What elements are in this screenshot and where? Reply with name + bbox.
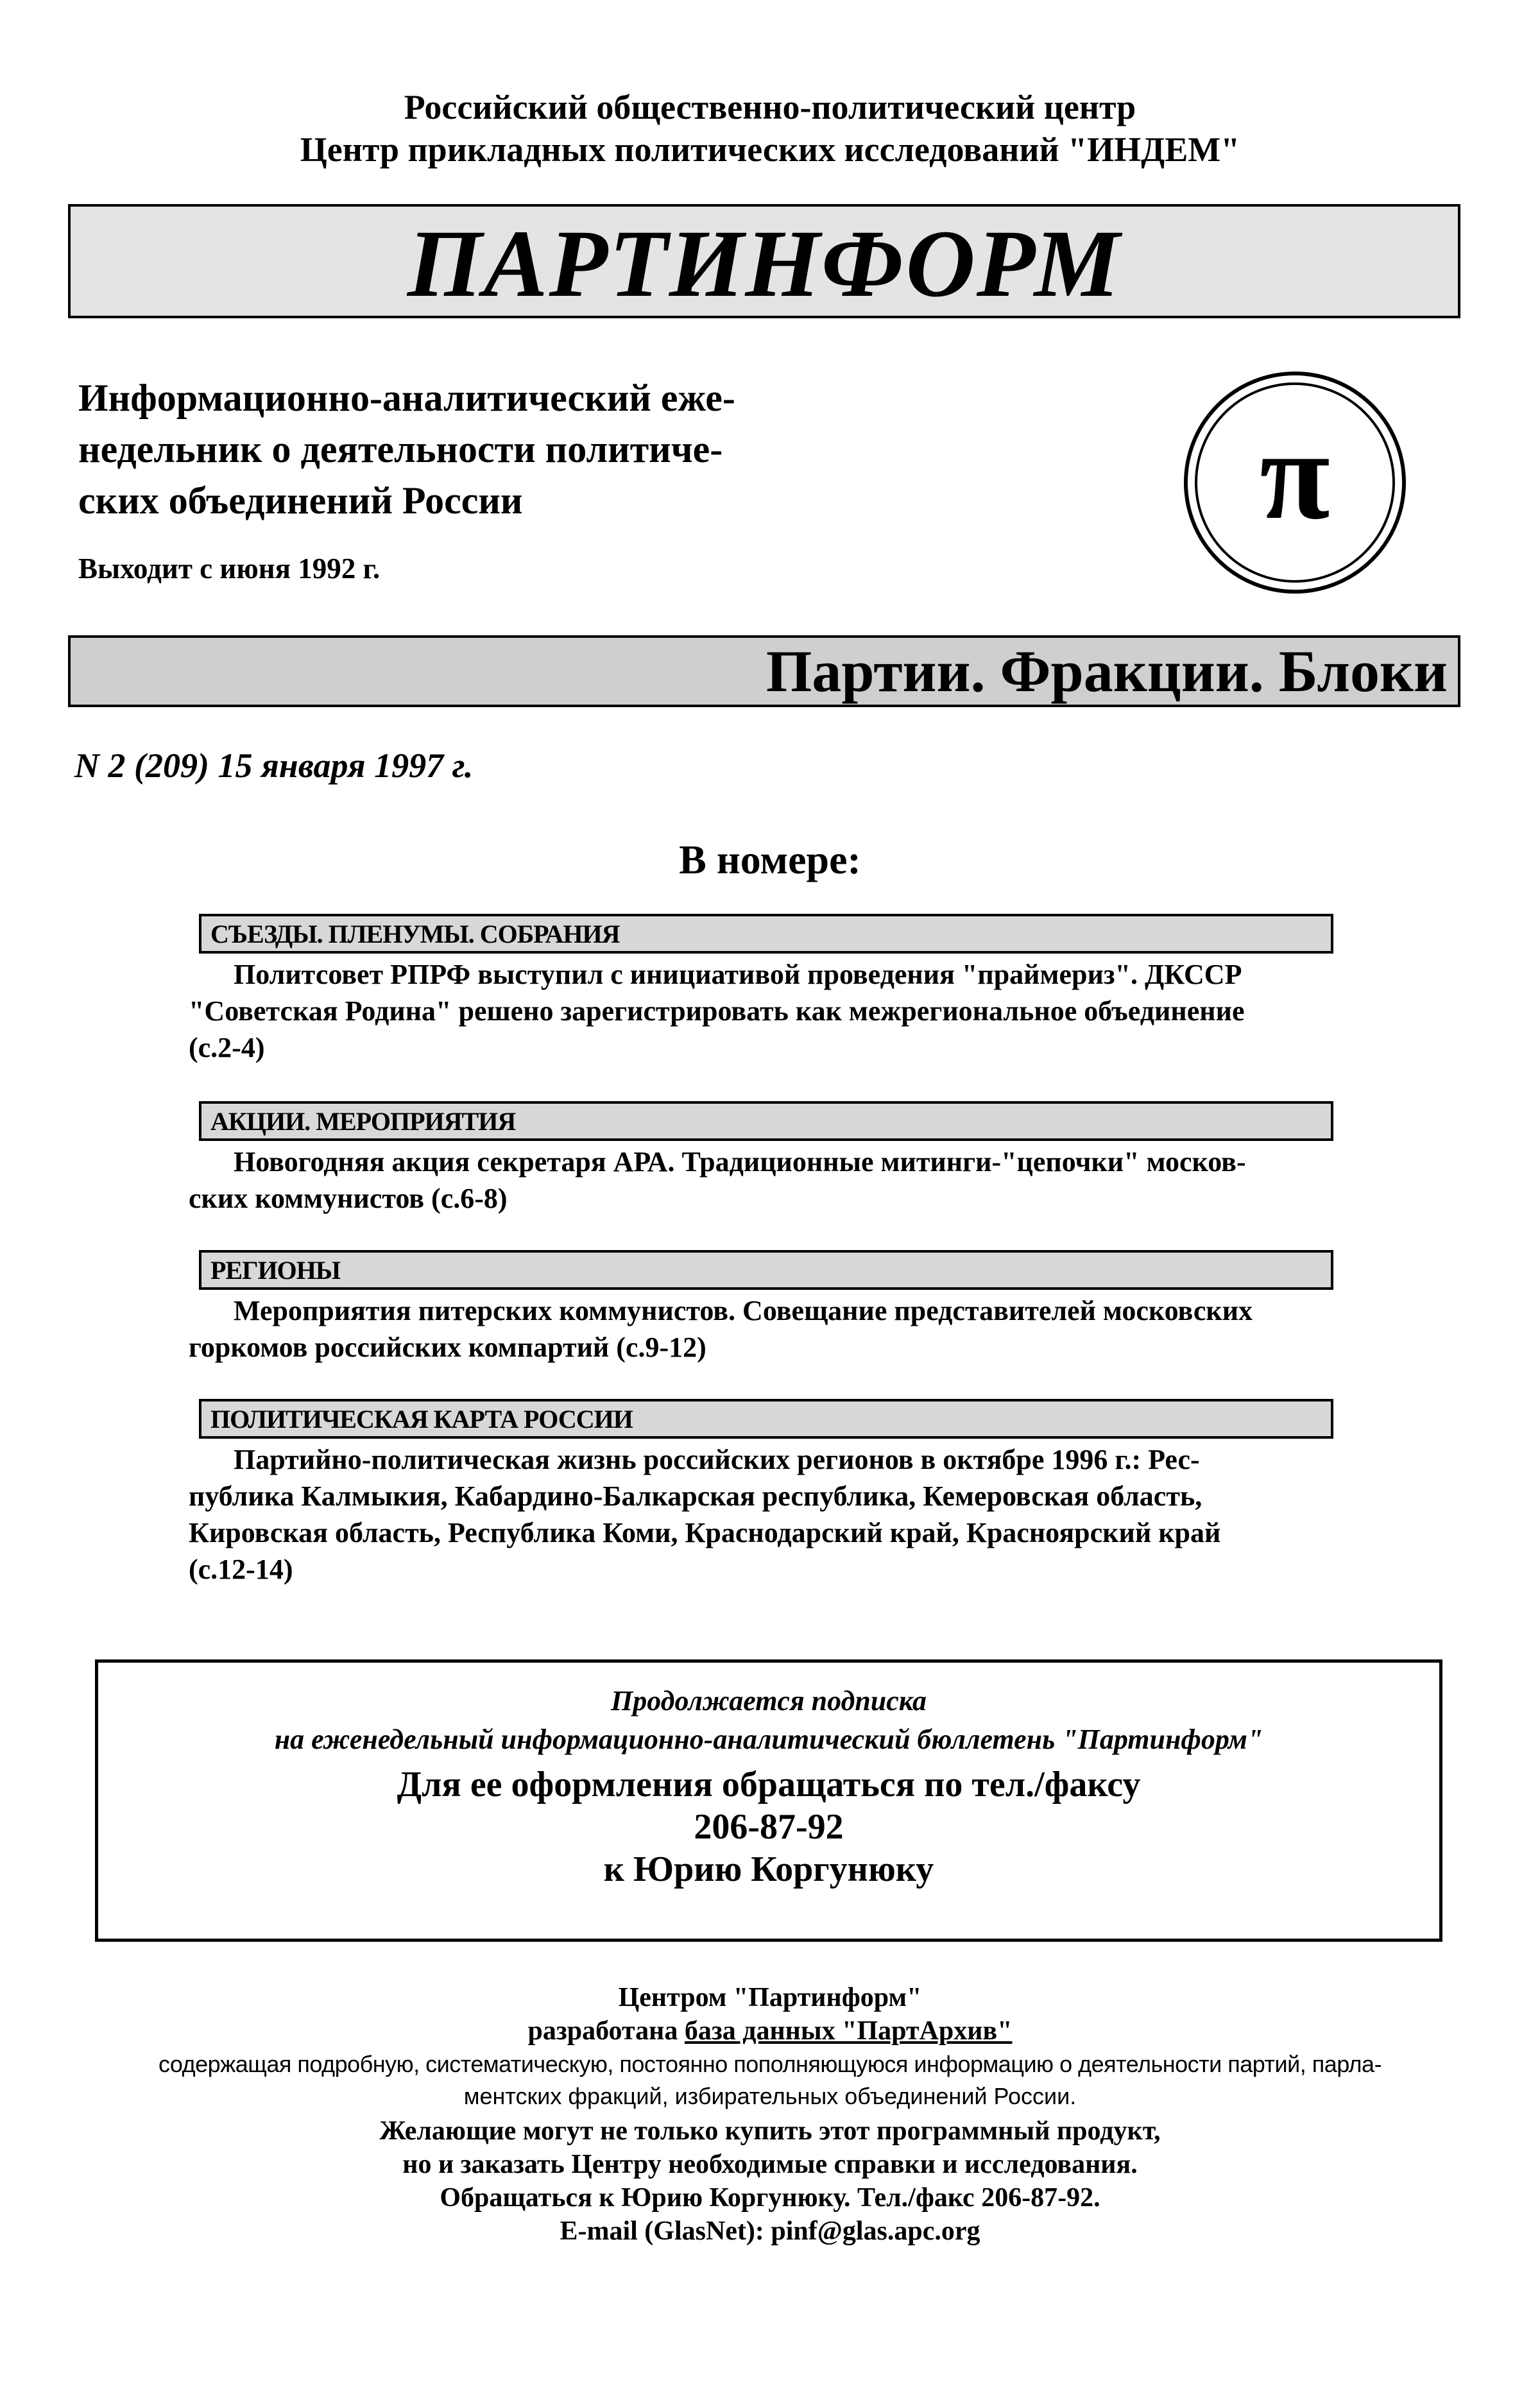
section-body bbox=[189, 956, 1344, 1066]
subscription-phone: 206-87-92 bbox=[694, 1807, 844, 1847]
section-line: "Советская Родина" решено зарегистрировать как межрегиональное объединение bbox=[189, 995, 1245, 1027]
section-line: (с.12-14) bbox=[189, 1554, 293, 1585]
description-line: недельник о деятельности политиче- bbox=[78, 428, 723, 470]
org-name: Российский общественно-политический центр bbox=[404, 88, 1136, 126]
footer-line bbox=[0, 2015, 1540, 2047]
database-link[interactable]: база данных "ПартАрхив" bbox=[684, 2016, 1013, 2046]
section-line: Кировская область, Республика Коми, Краснодарский край, Красноярский край bbox=[189, 1517, 1221, 1548]
footer-text: разработана bbox=[527, 2016, 685, 2046]
footer-line: Обращаться к Юрию Коргунюку. Тел./факс 206-87-92. bbox=[440, 2183, 1100, 2213]
pi-logo bbox=[1179, 367, 1410, 598]
pi-symbol: π bbox=[1260, 404, 1330, 546]
description-line: Информационно-аналитический еже- bbox=[78, 377, 735, 419]
section-line: (с.2-4) bbox=[189, 1032, 265, 1063]
since-note: Выходит с июня 1992 г. bbox=[78, 553, 381, 585]
contents-heading: В номере: bbox=[679, 837, 861, 882]
section-line: публика Калмыкия, Кабардино-Балкарская республика, Кемеровская область, bbox=[189, 1480, 1202, 1512]
subscription-line: Для ее оформления обращаться по тел./факсу bbox=[397, 1765, 1141, 1804]
footer-line: содержащая подробную, систематическую, постоянно пополняющуюся информацию о деятельности партий, парла- bbox=[158, 2051, 1382, 2077]
footer-line: но и заказать Центру необходимые справки и исследования. bbox=[402, 2150, 1138, 2179]
section-body bbox=[189, 1441, 1344, 1588]
section-header: СЪЕЗДЫ. ПЛЕНУМЫ. СОБРАНИЯ bbox=[199, 914, 1333, 954]
title-box bbox=[68, 204, 1460, 318]
footer-line: Центром "Партинформ" bbox=[618, 1983, 922, 2012]
banner-text: Партии. Фракции. Блоки bbox=[766, 638, 1448, 704]
subscription-line: к Юрию Коргунюку bbox=[603, 1849, 934, 1889]
section-line: горкомов российских компартий (с.9-12) bbox=[189, 1332, 706, 1363]
section-banner bbox=[68, 635, 1460, 707]
section-body bbox=[189, 1292, 1344, 1366]
publication-description bbox=[78, 372, 835, 526]
publication-title: ПАРТИНФОРМ bbox=[407, 210, 1122, 317]
footer-line: Желающие могут не только купить этот программный продукт, bbox=[379, 2116, 1161, 2146]
section-header: ПОЛИТИЧЕСКАЯ КАРТА РОССИИ bbox=[199, 1399, 1333, 1439]
section-line: Партийно-политическая жизнь российских регионов в октябре 1996 г.: Рес- bbox=[234, 1444, 1200, 1475]
section-header: РЕГИОНЫ bbox=[199, 1250, 1333, 1290]
subscription-line: на еженедельный информационно-аналитический бюллетень "Партинформ" bbox=[274, 1724, 1263, 1755]
footer-email: E-mail (GlasNet): pinf@glas.apc.org bbox=[560, 2216, 980, 2246]
section-header: АКЦИИ. МЕРОПРИЯТИЯ bbox=[199, 1101, 1333, 1141]
subscription-box bbox=[95, 1659, 1442, 1942]
section-line: ских коммунистов (с.6-8) bbox=[189, 1183, 508, 1214]
section-line: Политсовет РПРФ выступил с инициативой проведения "праймериз". ДКССР bbox=[234, 959, 1242, 990]
center-name: Центр прикладных политических исследований "ИНДЕМ" bbox=[300, 130, 1240, 169]
description-line: ских объединений России bbox=[78, 479, 523, 522]
footer-line: ментских фракций, избирательных объединений России. bbox=[463, 2083, 1077, 2109]
section-line: Новогодняя акция секретаря АРА. Традиционные митинги-"цепочки" москов- bbox=[234, 1146, 1246, 1178]
section-line: Мероприятия питерских коммунистов. Совещание представителей московских bbox=[234, 1295, 1253, 1326]
subscription-line: Продолжается подписка bbox=[610, 1685, 927, 1717]
section-body bbox=[189, 1144, 1344, 1217]
issue-number: N 2 (209) 15 января 1997 г. bbox=[74, 746, 474, 785]
